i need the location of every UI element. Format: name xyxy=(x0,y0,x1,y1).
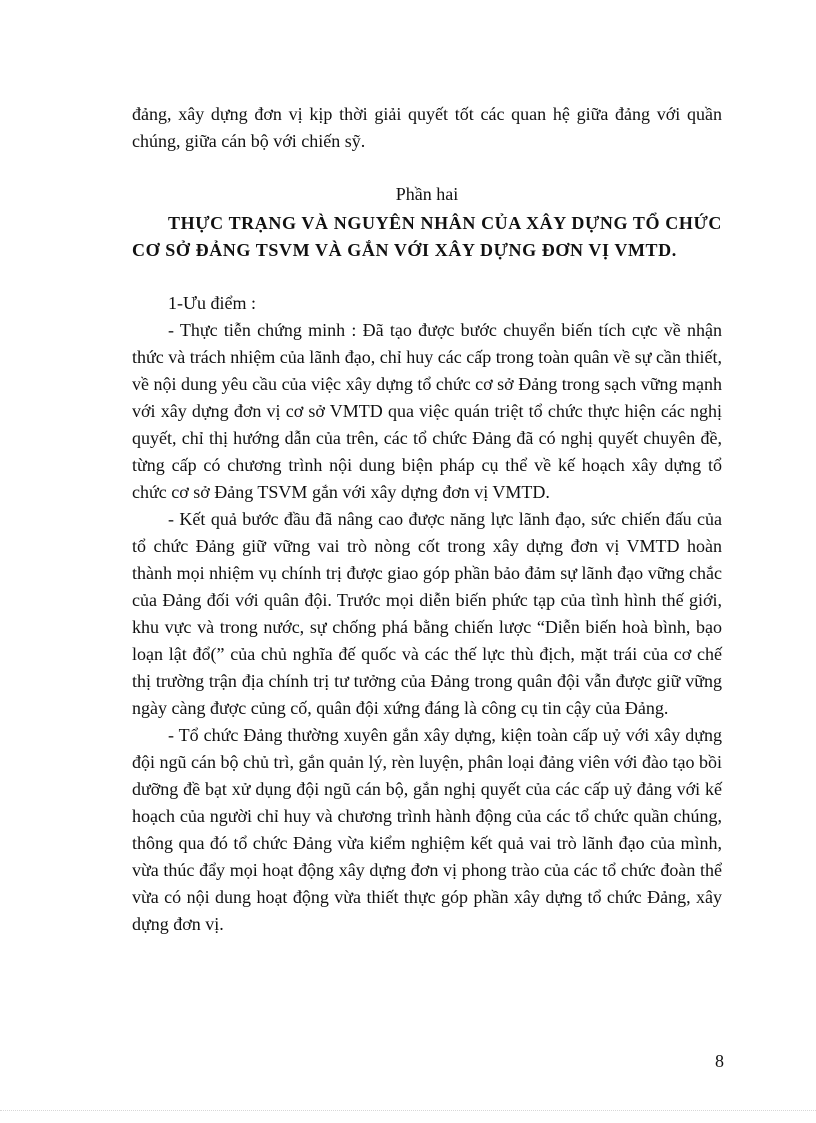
part-label: Phần hai xyxy=(395,184,459,204)
bottom-divider xyxy=(0,1110,816,1111)
section-heading: 1-Ưu điểm : xyxy=(168,293,256,313)
body-paragraph-1: - Thực tiễn chứng minh : Đã tạo được bước chuyển biến tích cực về nhận thức và trách nhiệm của lãnh đạo, chỉ huy các cấp trong toàn quân về sự cần thiết, về nội dung yêu cầu của việc xây dựng tổ chức cơ sở Đảng trong sạch vững mạnh với xây dựng đơn vị cơ sở VMTD qua việc quán triệt tổ chức thực hiện các nghị quyết, chỉ thị hướng dẫn của trên, các tổ chức Đảng đã có nghị quyết chuyên đề, từng cấp có chương trình nội dung biện pháp cụ thể về kế hoạch xây dựng tổ chức cơ sở Đảng TSVM gắn với xây dựng đơn vị VMTD. xyxy=(132,320,722,502)
part-title: THỰC TRẠNG VÀ NGUYÊN NHÂN CỦA XÂY DỰNG TỔ CHỨC CƠ SỞ ĐẢNG TSVM VÀ GẮN VỚI XÂY DỰNG ĐƠN VỊ VMTD. xyxy=(132,213,722,260)
page-number: 8 xyxy=(715,1051,724,1071)
body-paragraph-2: - Kết quả bước đầu đã nâng cao được năng lực lãnh đạo, sức chiến đấu của tổ chức Đảng giữ vững vai trò nòng cốt trong xây dựng đơn vị VMTD hoàn thành mọi nhiệm vụ chính trị được giao góp phần bảo đảm sự lãnh đạo vững chắc của Đảng đối với quân đội. Trước mọi diễn biến phức tạp của tình hình thế giới, khu vực và trong nước, sự chống phá bằng chiến lược “Diễn biến hoà bình, bạo loạn lật đổ(” của chủ nghĩa đế quốc và các thế lực thù địch, mặt trái của cơ chế thị trường trận địa chính trị tư tưởng của Đảng trong quân đội vẫn được giữ vững ngày càng được củng cố, quân đội xứng đáng là công cụ tin cậy của Đảng. xyxy=(132,509,722,718)
body-paragraph-3: - Tổ chức Đảng thường xuyên gắn xây dựng, kiện toàn cấp uỷ với xây dựng đội ngũ cán bộ chủ trì, gắn quản lý, rèn luyện, phân loại đảng viên với đào tạo bồi dưỡng đề bạt xử dụng đội ngũ cán bộ, gắn nghị quyết của các cấp uỷ đảng với kế hoạch của người chỉ huy và chương trình hành động của các tổ chức quần chúng, thông qua đó tổ chức Đảng vừa kiểm nghiệm kết quả vai trò lãnh đạo của mình, vừa thúc đẩy mọi hoạt động xây dựng đơn vị phong trào của các tổ chức đoàn thể vừa có nội dung hoạt động vừa thiết thực góp phần xây dựng tổ chức Đảng, xây dựng đơn vị. xyxy=(132,725,722,934)
page-body xyxy=(132,101,722,938)
continuation-paragraph: đảng, xây dựng đơn vị kịp thời giải quyết tốt các quan hệ giữa đảng với quần chúng, giữa cán bộ với chiến sỹ. xyxy=(132,104,722,151)
